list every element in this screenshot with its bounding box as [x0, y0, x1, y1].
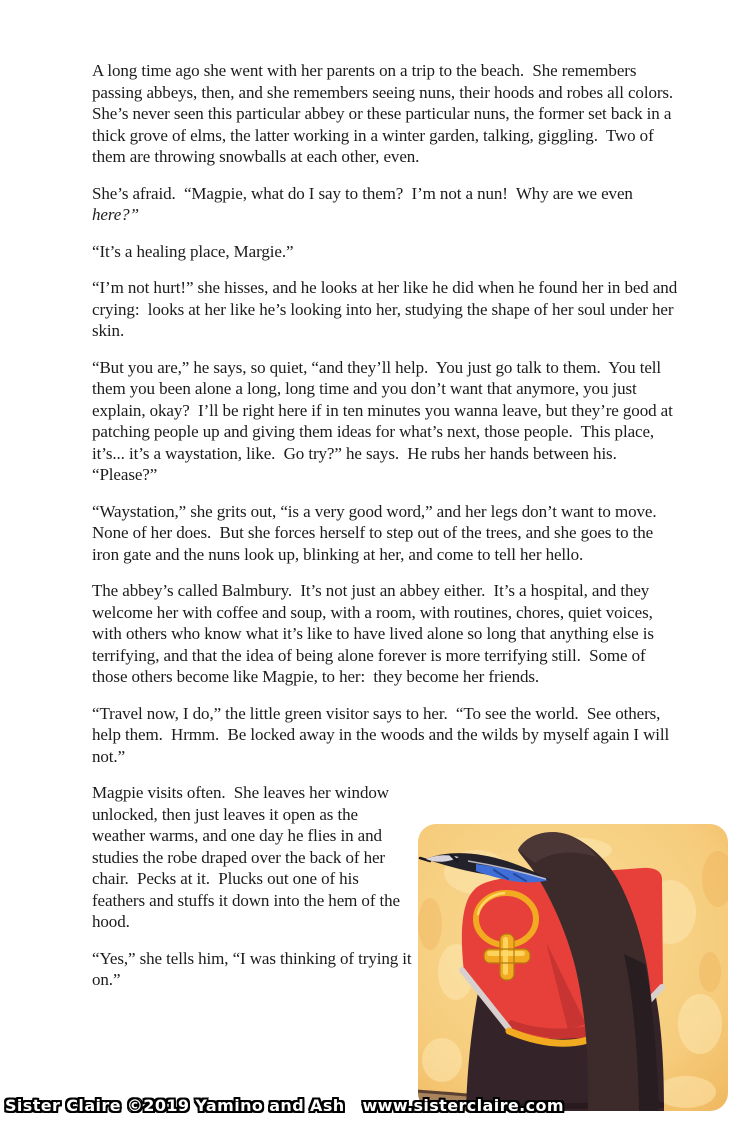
paragraph-10: “Yes,” she tells him, “I was thinking of trying it on.” — [92, 948, 416, 989]
paragraph-3: “It’s a healing place, Margie.” — [92, 241, 294, 261]
paragraph-7: The abbey’s called Balmbury. It’s not just an abbey either. It’s a hospital, and they welcome her with coffee and soup, with a room, with routines, chores, quiet voices, with others who know what it’s like to have lived alone so long that anything else is terrifying, and that the idea of being alone forever is more terrifying still. Some of those others become like Magpie, to her: they become her friends. — [92, 581, 659, 686]
paragraph-9: Magpie visits often. She leaves her window unlocked, then just leaves it open as the weather warms, and one day he flies in and studies the robe draped over the back of her chair. Pecks at it. Plucks out one of his feathers and stuffs it down into the hem of the hood. — [92, 783, 405, 931]
paragraph-4: “I’m not hurt!” she hisses, and he looks at her like he did when he found her in bed and crying: looks at her like he’s looking into her, studying the shape of her soul under her skin. — [92, 278, 682, 340]
paragraph-6: “Waystation,” she grits out, “is a very good word,” and her legs don’t want to move. None of her does. But she forces herself to step out of the trees, and she goes to the iron gate and the nuns look up, blinking at her, and come to tell her hello. — [92, 501, 665, 564]
paragraph-2-text: She’s afraid. “Magpie, what do I say to them? I’m not a nun! Why are we even — [92, 183, 637, 203]
paragraph-2 — [92, 183, 682, 226]
footer-credit: Sister Claire ©2019 Yamino and Ash www.sisterclaire.com — [5, 1096, 564, 1115]
paragraph-2-italic: here?” — [92, 205, 139, 224]
paragraph-8: “Travel now, I do,” the little green visitor says to her. “To see the world. See others, help them. Hrmm. Be locked away in the woods and the wilds by myself again I will not.” — [92, 703, 674, 766]
paragraph-1: A long time ago she went with her parents on a trip to the beach. She remembers passing abbeys, then, and she remembers seeing nuns, their hoods and robes all colors. She’s never seen this particular abbey or these particular nuns, the former set back in a thick grove of elms, the latter working in a winter garden, talking, giggling. Two of them are throwing snowballs at each other, even. — [92, 61, 682, 166]
robe-illustration — [418, 824, 728, 1111]
paragraph-5: “But you are,” he says, so quiet, “and they’ll help. You just go talk to them. You tell them you been alone a long, long time and you don’t want that anymore, you just explain, okay? I’ll be right here if in ten minutes you wanna leave, but they’re good at patching people up and giving them ideas for what’s next, those people. This place, it’s... it’s a waystation, like. Go try?” he says. He rubs her hands between his. “Please?” — [92, 357, 677, 484]
